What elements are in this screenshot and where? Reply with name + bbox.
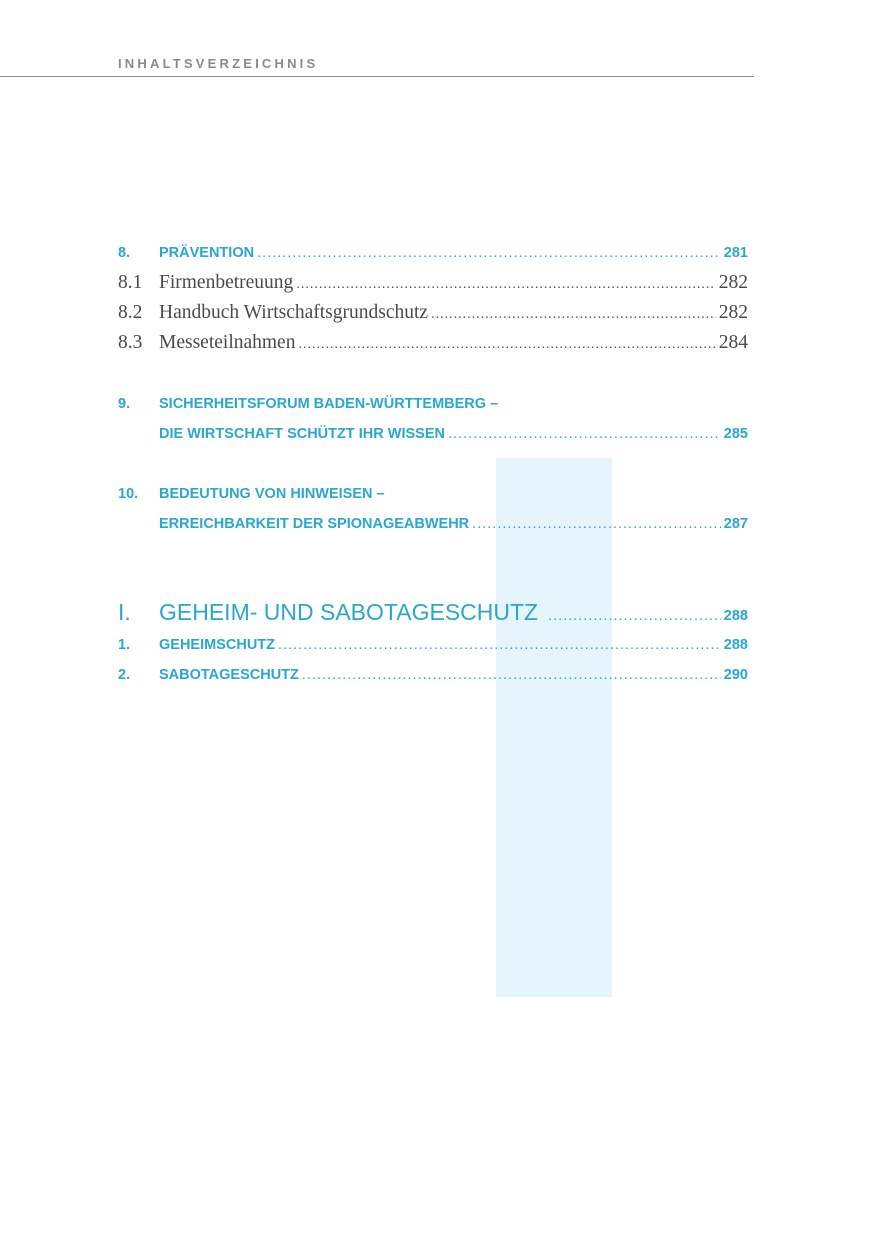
leader-dots [302,667,721,683]
toc-page: 288 [723,608,748,624]
toc-title: GEHEIMSCHUTZ [159,637,275,653]
toc-title: SICHERHEITSFORUM BADEN-WÜRTTEMBERG – [159,396,499,412]
leader-dots [278,637,721,653]
toc-entry-8[interactable] [118,245,748,261]
toc-number: 2. [118,667,131,683]
leader-dots [257,245,721,261]
toc-number: 9. [118,396,131,412]
toc-entry-8-3[interactable] [118,332,748,354]
leader-dots [472,516,721,532]
toc-page: 284 [718,332,748,353]
toc-entry-8-2[interactable] [118,302,748,324]
toc-number: 8.2 [118,302,143,323]
leader-dots [448,426,721,442]
toc-title-continued: ERREICHBARKEIT DER SPIONAGEABWEHR [159,516,470,532]
toc-title: Handbuch Wirtschaftsgrundschutz [159,302,429,323]
toc-page: 290 [723,667,748,683]
running-header: INHALTSVERZEICHNIS [118,56,319,71]
toc-title-continued: DIE WIRTSCHAFT SCHÜTZT IHR WISSEN [159,426,445,442]
toc-number: 1. [118,637,131,653]
toc-entry-10-line1[interactable] [118,486,748,502]
toc-entry-9-line2[interactable] [118,426,748,442]
toc-entry-8-1[interactable] [118,272,748,294]
toc-page: 281 [723,245,748,261]
toc-entry-i-1[interactable] [118,637,748,653]
toc-title: SABOTAGESCHUTZ [159,667,299,683]
toc-title: Messeteilnahmen [159,332,296,353]
toc-title: PRÄVENTION [159,245,255,261]
toc-number: 8.1 [118,272,143,293]
toc-page: 282 [718,302,748,323]
leader-dots [431,307,716,323]
toc-page: 288 [723,637,748,653]
toc-title: GEHEIM- UND SABOTAGESCHUTZ [159,599,539,625]
toc-number: I. [118,599,131,625]
toc-page: 285 [723,426,748,442]
toc-entry-9-line1[interactable] [118,396,748,412]
toc-number: 10. [118,486,139,502]
leader-dots [298,337,715,353]
toc-entry-i-2[interactable] [118,667,748,683]
toc-page: 287 [723,516,748,532]
toc-title: Firmenbetreuung [159,272,294,293]
leader-dots [296,277,715,293]
toc-page: 282 [718,272,748,293]
toc-title: BEDEUTUNG VON HINWEISEN – [159,486,385,502]
toc-number: 8. [118,245,131,261]
toc-entry-10-line2[interactable] [118,516,748,532]
leader-dots [548,608,721,624]
toc-number: 8.3 [118,332,143,353]
toc-entry-part-i[interactable] [118,599,748,626]
